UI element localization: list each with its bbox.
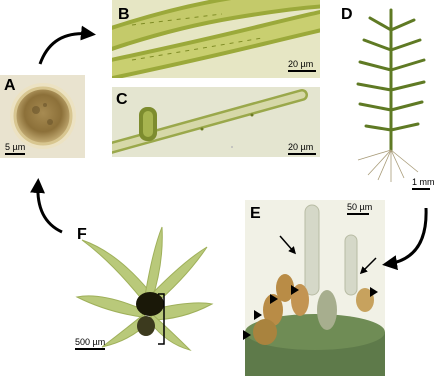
arrow-d-to-e (388, 208, 426, 264)
panel-b-scale-bar (288, 60, 316, 72)
panel-d-gametophore-image (338, 0, 440, 193)
panel-c-scale-bar (288, 143, 316, 155)
panel-e-label: E (250, 205, 261, 222)
panel-b-label: B (118, 6, 130, 23)
panel-e-gametangia-image (245, 200, 385, 376)
panel-d-scale-bar (412, 178, 435, 190)
panel-c-label: C (116, 91, 128, 108)
arrow-a-to-b (40, 34, 90, 64)
panel-f-sporophyte-image (72, 222, 214, 352)
panel-e-scale-bar (347, 203, 372, 215)
panel-f-label: F (77, 226, 87, 243)
arrow-f-to-a (38, 184, 62, 232)
panel-d-scale-label: 1 mm (412, 177, 435, 187)
panel-a-scale-label: 5 µm (5, 142, 26, 152)
panel-f-scale-bar (75, 338, 105, 350)
panel-a-label: A (4, 77, 16, 94)
panel-f-scale-label: 500 µm (75, 337, 106, 347)
panel-b-scale-label: 20 µm (288, 59, 314, 69)
panel-a-scale-bar (5, 143, 25, 155)
panel-c-scale-label: 20 µm (288, 142, 314, 152)
panel-e-scale-label: 50 µm (347, 202, 373, 212)
panel-d-label: D (341, 6, 353, 23)
